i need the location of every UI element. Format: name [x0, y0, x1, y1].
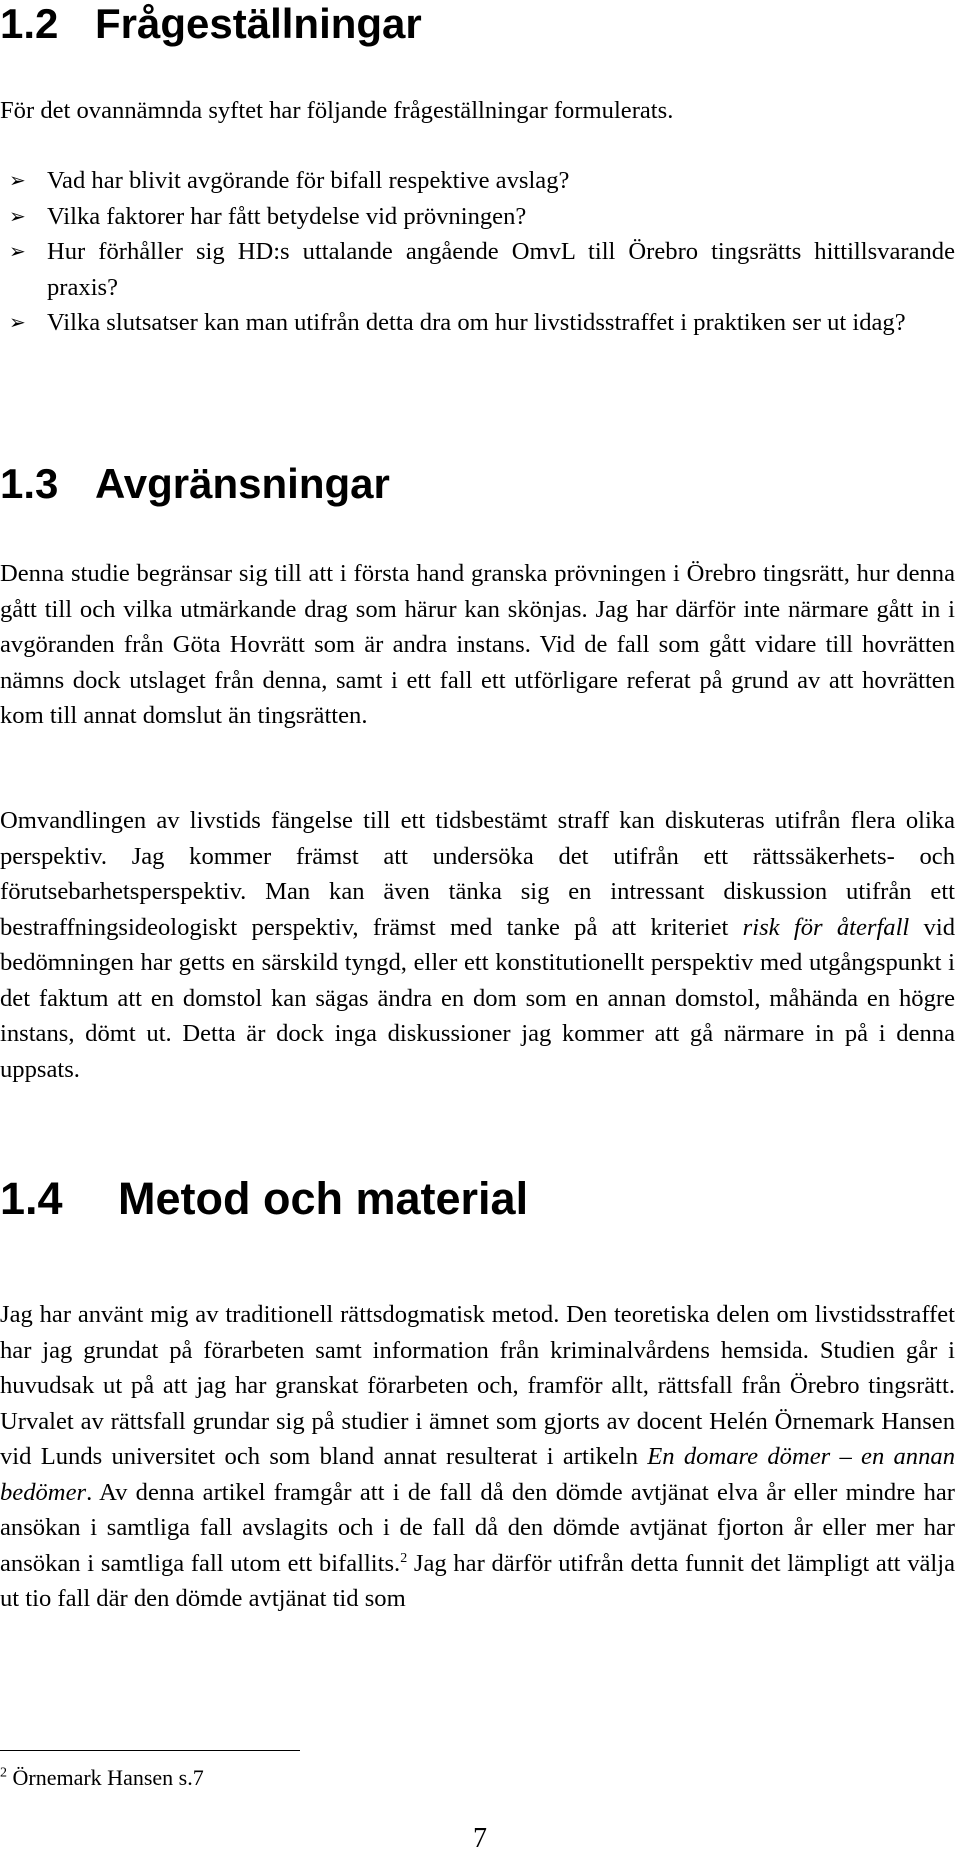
intro-paragraph: För det ovannämnda syftet har följande frågeställningar formulerats.: [0, 97, 674, 124]
section-title: Avgränsningar: [95, 460, 390, 507]
list-item-text: Vilka faktorer har fått betydelse vid prövningen?: [47, 202, 527, 230]
section-number: 1.3: [0, 460, 59, 507]
paragraph-text: Jag har använt mig av traditionell rättsdogmatisk metod. Den teoretiska delen om livstidsstraffet har jag grundat på förarbeten samt information från kriminalvårdens hemsida. Studien går i huvudsak ut på att jag har granskat förarbeten och, framför allt, rättsfall från Örebro tingsrätt. Urvalet av rättsfall grundar sig på studier i ämnet som gjorts av docent Helén Örnemark Hansen vid Lunds universitet och som bland annat resulterat i artikeln: [0, 1301, 955, 1470]
footnote-separator: [0, 1750, 300, 1751]
article-title: En domare dömer – en annan bedömer: [0, 1443, 955, 1506]
section-number: 1.4: [0, 1173, 63, 1224]
emphasized-term: risk för återfall: [742, 913, 910, 941]
list-item-text: Hur förhåller sig HD:s uttalande angående OmvL till Örebro tingsrätts hittillsvarande praxis?: [47, 238, 955, 301]
list-item: [0, 234, 955, 305]
footnote-number: 2: [0, 1765, 7, 1781]
section-title: Metod och material: [118, 1173, 529, 1224]
list-item: [0, 163, 955, 199]
footnote: [0, 1765, 204, 1791]
arrowhead-bullet-icon: ➢: [9, 239, 26, 263]
paragraph-text: Jag har därför utifrån detta funnit det lämpligt att välja ut tio fall där den dömde avtjänat tid som: [0, 1549, 955, 1612]
section-title: Frågeställningar: [95, 0, 422, 47]
section-number: 1.2: [0, 0, 59, 47]
paragraph-text: . Av denna artikel framgår att i de fall då den dömde avtjänat elva år eller mindre har ansökan i samtliga fall avslagits och i de fall då den dömde avtjänat fjorton år eller mer har ansökan i samtliga fall utom ett bifallits.: [0, 1478, 955, 1577]
list-item: [0, 305, 955, 341]
footnote-reference: 2: [400, 1550, 408, 1566]
list-item-text: Vilka slutsatser kan man utifrån detta dra om hur livstidsstraffet i praktiken ser ut idag?: [47, 309, 906, 336]
paragraph-text: vid bedömningen har getts en särskild tyngd, eller ett konstitutionellt perspektiv med utgångspunkt i det faktum att en domstol kan sägas ändra en dom som en annan domstol, måhända en högre instans, dömt ut. Detta är dock inga diskussioner jag kommer att gå närmare in på i denna uppsats.: [0, 913, 955, 1083]
method-paragraph: [0, 1297, 955, 1617]
section-heading-1-3: [0, 460, 390, 508]
list-item-text: Vad har blivit avgörande för bifall respektive avslag?: [47, 167, 570, 194]
question-list: [0, 163, 955, 341]
footnote-text: Örnemark Hansen s.7: [7, 1765, 204, 1790]
arrowhead-bullet-icon: ➢: [9, 168, 26, 192]
page-number: 7: [473, 1823, 487, 1854]
paragraph-text: Omvandlingen av livstids fängelse till ett tidsbestämt straff kan diskuteras utifrån flera olika perspektiv. Jag kommer främst att undersöka det utifrån ett rättssäkerhets- och förutsebarhetsperspektiv. Man kan även tänka sig en intressant diskussion utifrån ett bestraffningsideologiskt perspektiv, främst med tanke på att kriteriet: [0, 807, 955, 941]
arrowhead-bullet-icon: ➢: [9, 203, 26, 228]
list-item: [0, 199, 955, 235]
delimitation-paragraph-2: [0, 803, 955, 1087]
delimitation-paragraph-1: Denna studie begränsar sig till att i första hand granska prövningen i Örebro tingsrätt, hur denna gått till och vilka utmärkande drag som härur kan skönjas. Jag har därför inte närmare gått in i avgöranden från Göta Hovrätt som är andra instans. Vid de fall som gått vidare till hovrätten nämns dock utslaget från denna, samt i ett fall ett utförligare referat på grund av att hovrätten kom till annat domslut än tingsrätten.: [0, 560, 955, 729]
arrowhead-bullet-icon: ➢: [9, 310, 26, 334]
section-heading-1-2: [0, 0, 422, 48]
section-heading-1-4: [0, 1173, 528, 1225]
